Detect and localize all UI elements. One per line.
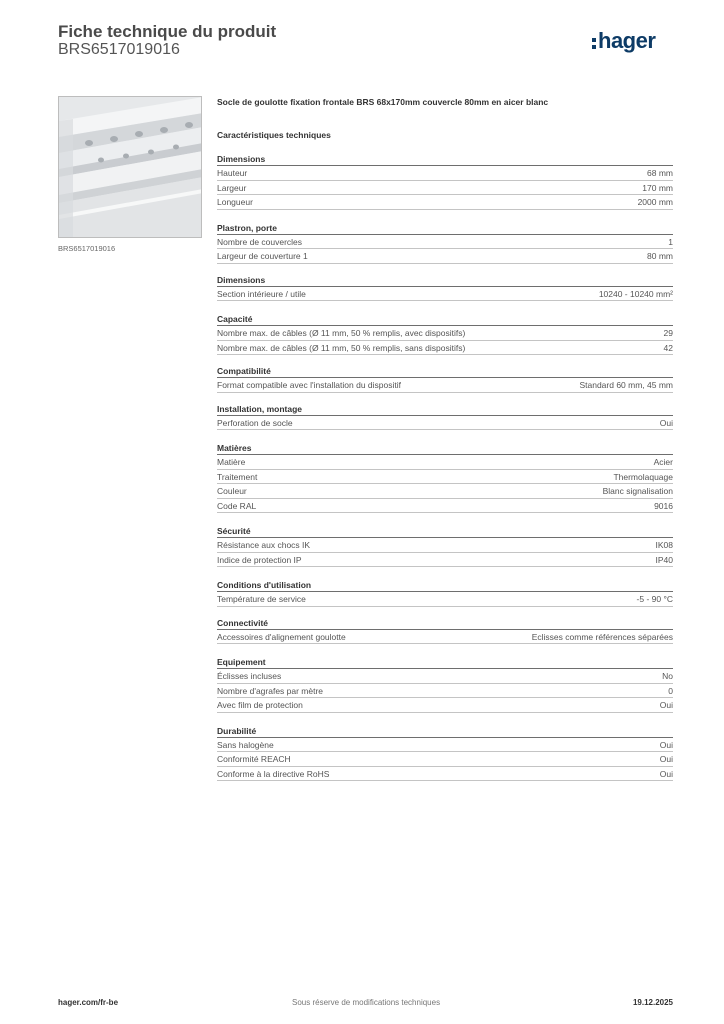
spec-label: Section intérieure / utile [217,288,306,299]
spec-value: 29 [663,328,673,338]
spec-row [217,287,673,302]
logo-dots-icon [592,38,596,49]
spec-row [217,470,673,485]
section-title: Sécurité [217,524,673,538]
section-title: Equipement [217,655,673,669]
section-title: Dimensions [217,273,673,287]
section-title: Plastron, porte [217,221,673,235]
spec-section [217,364,673,393]
spec-value: 42 [663,342,673,353]
spec-label: Couleur [217,486,247,496]
spec-sections [217,152,673,781]
spec-section [217,312,673,355]
spec-value: 10240 - 10240 mm² [598,288,673,299]
footer [58,998,673,1010]
hager-logo [592,28,655,54]
spec-label: Nombre max. de câbles (Ø 11 mm, 50 % remplis, sans dispositifs) [217,342,466,353]
spec-value: -5 - 90 °C [636,594,673,604]
spec-label: Longueur [217,197,253,207]
spec-section [217,655,673,713]
spec-row [217,166,673,181]
section-title: Capacité [217,312,673,326]
spec-section [217,724,673,782]
spec-value: Oui [659,739,673,750]
spec-value: Thermolaquage [613,471,673,482]
spec-row [217,181,673,196]
spec-value: Acier [653,457,673,467]
spec-row [217,698,673,713]
spec-section [217,524,673,567]
spec-label: Code RAL [217,500,257,511]
spec-row [217,752,673,767]
spec-row [217,684,673,699]
spec-row [217,195,673,210]
section-title: Compatibilité [217,364,673,378]
spec-row [217,378,673,393]
spec-label: Température de service [217,594,306,604]
cable-trunking-illustration [59,97,202,238]
spec-value: 0 [668,685,673,696]
spec-section [217,578,673,607]
spec-value: Oui [659,768,673,779]
spec-label: Hauteur [217,168,248,178]
footer-url[interactable]: hager.com/fr-be [58,998,119,1007]
section-title: Durabilité [217,724,673,738]
spec-label: Indice de protection IP [217,554,302,565]
spec-value: IK08 [655,540,673,550]
spec-value: 2000 mm [637,197,673,207]
spec-section [217,273,673,302]
spec-row [217,767,673,782]
product-description: Socle de goulotte fixation frontale BRS 68x170mm couvercle 80mm en aicer blanc [217,97,549,107]
spec-value: Blanc signalisation [602,486,673,496]
spec-label: Résistance aux chocs IK [217,540,311,550]
section-title: Conditions d'utilisation [217,578,673,592]
spec-label: Perforation de socle [217,417,293,428]
logo-text: hager [598,28,656,53]
spec-label: Nombre max. de câbles (Ø 11 mm, 50 % remplis, avec dispositifs) [217,328,466,338]
section-title: Installation, montage [217,402,673,416]
spec-row [217,499,673,514]
spec-label: Format compatible avec l'installation du dispositif [217,380,401,390]
spec-label: Sans halogène [217,739,274,750]
spec-value: Standard 60 mm, 45 mm [579,380,673,390]
spec-label: Nombre d'agrafes par mètre [217,685,324,696]
spec-section [217,616,673,645]
spec-label: Éclisses incluses [217,671,282,681]
spec-value: IP40 [655,554,673,565]
spec-row [217,341,673,356]
spec-row [217,326,673,341]
product-image [58,96,202,238]
footer-date: 19.12.2025 [632,998,673,1007]
spec-label: Matière [217,457,246,467]
spec-row [217,235,673,250]
spec-row [217,553,673,568]
spec-section [217,221,673,264]
spec-value: No [662,671,673,681]
spec-row [217,538,673,553]
spec-row [217,592,673,607]
spec-heading: Caractéristiques techniques [217,130,331,140]
section-title: Matières [217,441,673,455]
spec-section [217,152,673,210]
section-title: Connectivité [217,616,673,630]
spec-value: Oui [659,417,673,428]
spec-label: Conformité REACH [217,754,291,764]
spec-value: Oui [659,700,673,710]
spec-label: Accessoires d'alignement goulotte [217,631,346,642]
image-caption: BRS6517019016 [58,244,116,253]
spec-label: Largeur [217,182,247,193]
spec-row [217,484,673,499]
spec-row [217,416,673,431]
footer-note: Sous réserve de modifications techniques [292,998,441,1007]
section-title: Dimensions [217,152,673,166]
spec-content [217,97,673,792]
spec-value: Eclisses comme références séparées [531,631,673,642]
spec-label: Conforme à la directive RoHS [217,768,330,779]
spec-row [217,249,673,264]
spec-row [217,738,673,753]
spec-section [217,402,673,431]
spec-value: 170 mm [642,182,673,193]
spec-value: 9016 [654,500,673,511]
spec-value: 1 [668,236,673,247]
spec-label: Largeur de couverture 1 [217,251,308,261]
spec-value: 68 mm [647,168,673,178]
spec-label: Avec film de protection [217,700,303,710]
spec-label: Nombre de couvercles [217,236,303,247]
spec-row [217,669,673,684]
spec-section [217,441,673,513]
document-reference: BRS6517019016 [58,41,180,58]
spec-value: 80 mm [647,251,673,261]
spec-row [217,455,673,470]
spec-value: Oui [659,754,673,764]
spec-row [217,630,673,645]
spec-label: Traitement [217,471,258,482]
document-title: Fiche technique du produit [58,22,277,41]
